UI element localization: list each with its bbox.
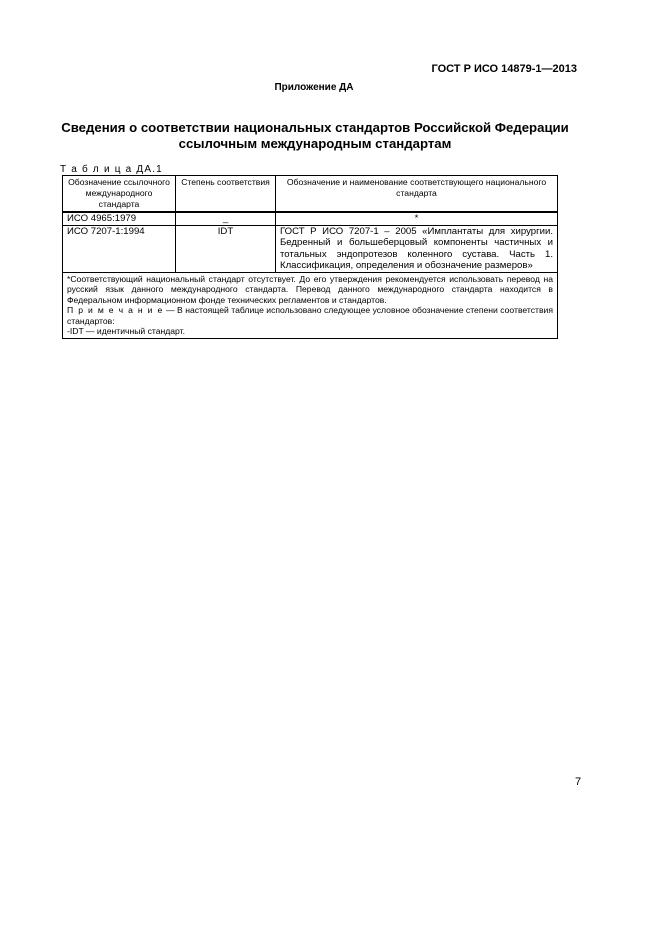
cell-degree: _ [176, 212, 276, 225]
column-header-national-standard: Обозначение и наименование соответствующего национального стандарта [276, 176, 558, 213]
cell-degree: IDT [176, 225, 276, 272]
cell-reference-standard: ИСО 7207-1:1994 [63, 225, 176, 272]
note-item: -IDT — идентичный стандарт. [67, 326, 185, 337]
table-footnote: *Соответствующий национальный стандарт отсутствует. До его утверждения рекомендуется использовать перевод на русский язык данного международного стандарта. Перевод данного международного стандарта находится в Федеральном информационном фонде технических регламентов и стандартов. [67, 273, 553, 305]
appendix-heading: Приложение ДА [274, 82, 354, 93]
table-row [63, 225, 558, 272]
table-footnote-cell [63, 272, 558, 339]
table-row [63, 212, 558, 225]
title-line-1: Сведения о соответствии национальных стандартов Российской Федерации [61, 120, 569, 135]
table-caption: Т а б л и ц а ДА.1 [60, 164, 163, 175]
title-line-2: ссылочным международным стандартам [178, 136, 452, 151]
cell-national-standard: * [276, 212, 558, 225]
table-header-row [63, 176, 558, 213]
cell-national-standard: ГОСТ Р ИСО 7207-1 – 2005 «Имплантаты для хирургии. Бедренный и большеберцовый компоненты частичных и тотальных эндопротезов коленного сустава. Часть 1. Классификация, определения и обозначение размеров» [276, 225, 558, 272]
table-note [67, 305, 553, 326]
note-text: — В настоящей таблице использовано следующее условное обозначение степени соответствия стандартов: [67, 305, 554, 326]
column-header-degree: Степень соответствия [176, 176, 276, 213]
note-label: П р и м е ч а н и е [67, 305, 164, 316]
page-title [40, 120, 590, 152]
page-number: 7 [575, 776, 582, 788]
correspondence-table [62, 175, 558, 339]
column-header-reference-standard: Обозначение ссылочного международного стандарта [63, 176, 176, 213]
cell-reference-standard: ИСО 4965:1979 [63, 212, 176, 225]
table-footnote-row [63, 272, 558, 339]
document-standard-code: ГОСТ Р ИСО 14879-1—2013 [431, 63, 577, 75]
